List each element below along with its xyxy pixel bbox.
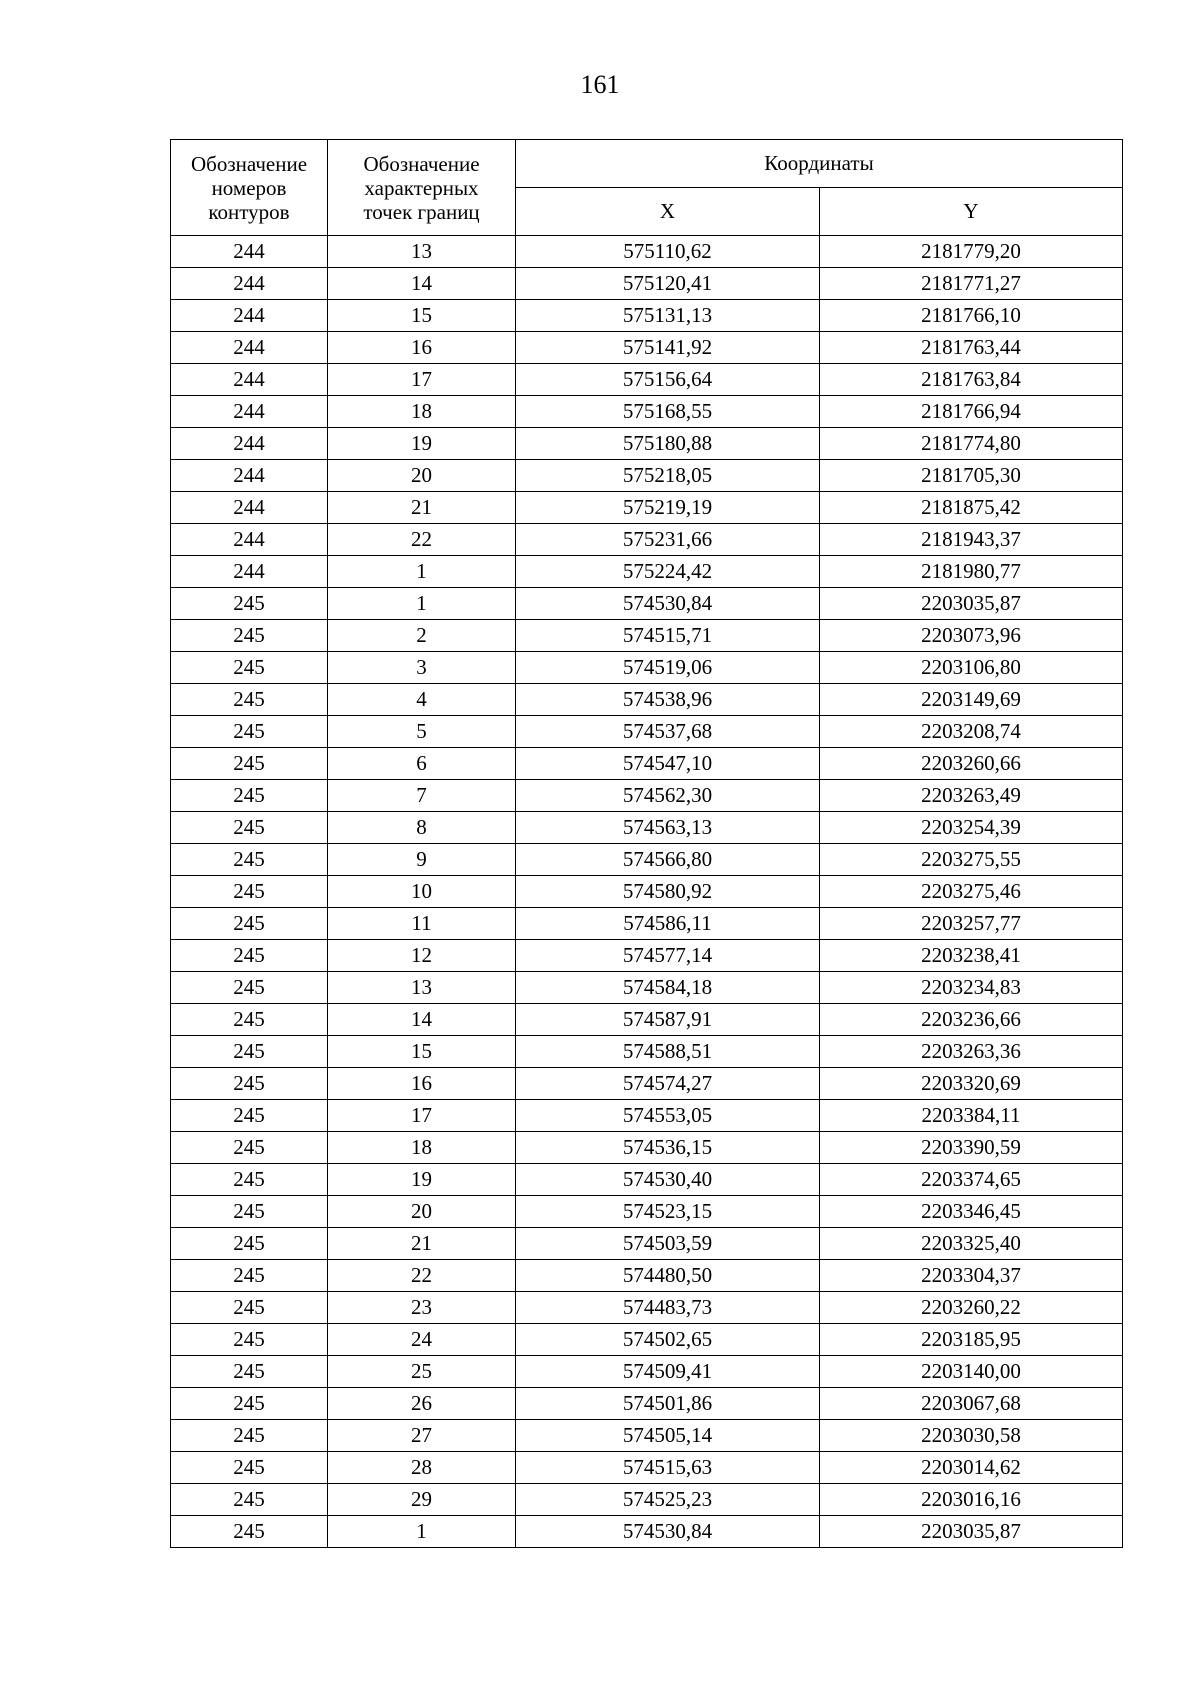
table-row	[171, 780, 1123, 812]
cell-x: 574538,96	[516, 684, 820, 716]
cell-x: 575141,92	[516, 332, 820, 364]
cell-x: 575224,42	[516, 556, 820, 588]
cell-x: 574537,68	[516, 716, 820, 748]
table-row	[171, 1484, 1123, 1516]
cell-y: 2181771,27	[820, 268, 1123, 300]
table-row	[171, 300, 1123, 332]
table-row	[171, 1228, 1123, 1260]
table-row	[171, 1100, 1123, 1132]
cell-contour: 244	[171, 556, 328, 588]
cell-x: 575131,13	[516, 300, 820, 332]
table-row	[171, 1036, 1123, 1068]
cell-contour: 245	[171, 716, 328, 748]
cell-y: 2181763,84	[820, 364, 1123, 396]
cell-x: 574587,91	[516, 1004, 820, 1036]
cell-point: 1	[328, 556, 516, 588]
cell-y: 2203149,69	[820, 684, 1123, 716]
cell-contour: 244	[171, 364, 328, 396]
header-y: Y	[820, 188, 1123, 236]
cell-contour: 245	[171, 1100, 328, 1132]
cell-point: 22	[328, 1260, 516, 1292]
cell-x: 574563,13	[516, 812, 820, 844]
cell-y: 2203257,77	[820, 908, 1123, 940]
table-row	[171, 908, 1123, 940]
header-contour-line-3: контуров	[208, 199, 290, 224]
table-row	[171, 332, 1123, 364]
cell-contour: 245	[171, 1452, 328, 1484]
cell-point: 26	[328, 1388, 516, 1420]
cell-contour: 244	[171, 428, 328, 460]
cell-x: 574530,84	[516, 588, 820, 620]
cell-point: 9	[328, 844, 516, 876]
cell-y: 2203263,36	[820, 1036, 1123, 1068]
cell-y: 2203030,58	[820, 1420, 1123, 1452]
header-point-line-3: точек границ	[363, 199, 480, 224]
table-row	[171, 748, 1123, 780]
cell-contour: 245	[171, 876, 328, 908]
cell-point: 29	[328, 1484, 516, 1516]
cell-x: 575168,55	[516, 396, 820, 428]
cell-x: 574586,11	[516, 908, 820, 940]
cell-x: 574536,15	[516, 1132, 820, 1164]
table-row	[171, 1452, 1123, 1484]
cell-point: 17	[328, 364, 516, 396]
cell-y: 2181779,20	[820, 236, 1123, 268]
table-row	[171, 652, 1123, 684]
table-row	[171, 844, 1123, 876]
cell-contour: 245	[171, 1132, 328, 1164]
cell-x: 574547,10	[516, 748, 820, 780]
cell-y: 2203234,83	[820, 972, 1123, 1004]
cell-x: 574480,50	[516, 1260, 820, 1292]
cell-x: 574584,18	[516, 972, 820, 1004]
table-row	[171, 1516, 1123, 1548]
cell-contour: 245	[171, 908, 328, 940]
cell-y: 2203035,87	[820, 588, 1123, 620]
cell-x: 574502,65	[516, 1324, 820, 1356]
table-row	[171, 1420, 1123, 1452]
cell-point: 4	[328, 684, 516, 716]
cell-point: 18	[328, 1132, 516, 1164]
header-contour-number	[171, 140, 328, 236]
cell-point: 18	[328, 396, 516, 428]
table-row	[171, 972, 1123, 1004]
cell-contour: 245	[171, 620, 328, 652]
cell-x: 574562,30	[516, 780, 820, 812]
cell-contour: 245	[171, 1324, 328, 1356]
cell-x: 574505,14	[516, 1420, 820, 1452]
cell-y: 2181766,94	[820, 396, 1123, 428]
cell-contour: 245	[171, 1228, 328, 1260]
cell-y: 2203260,22	[820, 1292, 1123, 1324]
cell-y: 2203275,55	[820, 844, 1123, 876]
cell-contour: 245	[171, 812, 328, 844]
cell-point: 17	[328, 1100, 516, 1132]
table-row	[171, 460, 1123, 492]
cell-contour: 245	[171, 1260, 328, 1292]
table-row	[171, 1004, 1123, 1036]
cell-x: 575156,64	[516, 364, 820, 396]
cell-contour: 245	[171, 972, 328, 1004]
cell-point: 7	[328, 780, 516, 812]
cell-point: 25	[328, 1356, 516, 1388]
cell-x: 574553,05	[516, 1100, 820, 1132]
cell-y: 2203073,96	[820, 620, 1123, 652]
cell-point: 16	[328, 1068, 516, 1100]
cell-contour: 245	[171, 1004, 328, 1036]
table-row	[171, 396, 1123, 428]
table-row	[171, 492, 1123, 524]
cell-contour: 245	[171, 1292, 328, 1324]
cell-y: 2181980,77	[820, 556, 1123, 588]
cell-y: 2203325,40	[820, 1228, 1123, 1260]
cell-point: 10	[328, 876, 516, 908]
cell-x: 574515,71	[516, 620, 820, 652]
cell-y: 2181705,30	[820, 460, 1123, 492]
cell-x: 574530,40	[516, 1164, 820, 1196]
cell-contour: 245	[171, 1420, 328, 1452]
cell-point: 14	[328, 268, 516, 300]
cell-y: 2203106,80	[820, 652, 1123, 684]
table-row	[171, 268, 1123, 300]
cell-contour: 245	[171, 780, 328, 812]
cell-y: 2203236,66	[820, 1004, 1123, 1036]
cell-point: 20	[328, 1196, 516, 1228]
header-point-line-2: характерных	[364, 175, 479, 200]
cell-y: 2203374,65	[820, 1164, 1123, 1196]
header-x: X	[516, 188, 820, 236]
cell-contour: 245	[171, 844, 328, 876]
cell-x: 575180,88	[516, 428, 820, 460]
cell-y: 2203185,95	[820, 1324, 1123, 1356]
table-row	[171, 1292, 1123, 1324]
header-coordinates: Координаты	[516, 140, 1123, 188]
cell-point: 20	[328, 460, 516, 492]
header-contour-line-1: Обозначение	[190, 151, 308, 176]
cell-contour: 244	[171, 492, 328, 524]
cell-point: 8	[328, 812, 516, 844]
cell-contour: 244	[171, 396, 328, 428]
cell-contour: 244	[171, 524, 328, 556]
cell-x: 574588,51	[516, 1036, 820, 1068]
header-point-line-1: Обозначение	[363, 151, 480, 176]
cell-x: 574501,86	[516, 1388, 820, 1420]
table-row	[171, 1388, 1123, 1420]
table-row	[171, 1260, 1123, 1292]
page-number: 161	[580, 70, 620, 99]
table-row	[171, 236, 1123, 268]
table-row	[171, 1324, 1123, 1356]
cell-contour: 245	[171, 1388, 328, 1420]
cell-y: 2203260,66	[820, 748, 1123, 780]
header-contour-line-2: номеров	[211, 175, 287, 200]
cell-contour: 244	[171, 300, 328, 332]
cell-y: 2203254,39	[820, 812, 1123, 844]
cell-y: 2203384,11	[820, 1100, 1123, 1132]
cell-y: 2203275,46	[820, 876, 1123, 908]
cell-contour: 245	[171, 1068, 328, 1100]
cell-contour: 245	[171, 1036, 328, 1068]
cell-y: 2203320,69	[820, 1068, 1123, 1100]
cell-x: 574530,84	[516, 1516, 820, 1548]
cell-contour: 244	[171, 268, 328, 300]
cell-y: 2181875,42	[820, 492, 1123, 524]
cell-y: 2203304,37	[820, 1260, 1123, 1292]
cell-y: 2203016,16	[820, 1484, 1123, 1516]
cell-x: 574519,06	[516, 652, 820, 684]
cell-contour: 245	[171, 1196, 328, 1228]
cell-contour: 245	[171, 1356, 328, 1388]
cell-point: 3	[328, 652, 516, 684]
cell-y: 2203035,87	[820, 1516, 1123, 1548]
cell-x: 574509,41	[516, 1356, 820, 1388]
cell-x: 574580,92	[516, 876, 820, 908]
cell-point: 19	[328, 1164, 516, 1196]
table-row	[171, 812, 1123, 844]
table-row	[171, 716, 1123, 748]
cell-contour: 245	[171, 1516, 328, 1548]
cell-y: 2203390,59	[820, 1132, 1123, 1164]
cell-y: 2203346,45	[820, 1196, 1123, 1228]
table-row	[171, 364, 1123, 396]
cell-x: 575110,62	[516, 236, 820, 268]
table-row	[171, 556, 1123, 588]
table-row	[171, 1196, 1123, 1228]
cell-x: 574515,63	[516, 1452, 820, 1484]
cell-point: 15	[328, 1036, 516, 1068]
cell-point: 16	[328, 332, 516, 364]
cell-point: 13	[328, 972, 516, 1004]
cell-y: 2203208,74	[820, 716, 1123, 748]
cell-point: 1	[328, 1516, 516, 1548]
cell-contour: 244	[171, 332, 328, 364]
table-row	[171, 876, 1123, 908]
cell-contour: 245	[171, 940, 328, 972]
table-row	[171, 684, 1123, 716]
cell-x: 574525,23	[516, 1484, 820, 1516]
cell-x: 575231,66	[516, 524, 820, 556]
cell-y: 2203067,68	[820, 1388, 1123, 1420]
cell-x: 574483,73	[516, 1292, 820, 1324]
cell-x: 574523,15	[516, 1196, 820, 1228]
cell-point: 21	[328, 492, 516, 524]
cell-y: 2181763,44	[820, 332, 1123, 364]
cell-y: 2203014,62	[820, 1452, 1123, 1484]
cell-contour: 245	[171, 748, 328, 780]
cell-y: 2203238,41	[820, 940, 1123, 972]
table-row	[171, 620, 1123, 652]
cell-point: 24	[328, 1324, 516, 1356]
cell-point: 27	[328, 1420, 516, 1452]
cell-contour: 245	[171, 1484, 328, 1516]
cell-point: 1	[328, 588, 516, 620]
table-row	[171, 1356, 1123, 1388]
table-body	[171, 236, 1123, 1548]
cell-x: 574503,59	[516, 1228, 820, 1260]
cell-point: 19	[328, 428, 516, 460]
cell-x: 574577,14	[516, 940, 820, 972]
cell-contour: 245	[171, 652, 328, 684]
coordinates-table	[170, 139, 1123, 1548]
cell-point: 2	[328, 620, 516, 652]
cell-x: 574574,27	[516, 1068, 820, 1100]
table-row	[171, 1132, 1123, 1164]
cell-y: 2181766,10	[820, 300, 1123, 332]
cell-x: 575120,41	[516, 268, 820, 300]
cell-point: 5	[328, 716, 516, 748]
cell-point: 28	[328, 1452, 516, 1484]
cell-point: 22	[328, 524, 516, 556]
cell-point: 6	[328, 748, 516, 780]
cell-contour: 245	[171, 1164, 328, 1196]
cell-x: 575218,05	[516, 460, 820, 492]
table-row	[171, 524, 1123, 556]
cell-y: 2181943,37	[820, 524, 1123, 556]
table-row	[171, 940, 1123, 972]
cell-contour: 244	[171, 460, 328, 492]
table-row	[171, 428, 1123, 460]
cell-contour: 244	[171, 236, 328, 268]
cell-x: 574566,80	[516, 844, 820, 876]
cell-contour: 245	[171, 684, 328, 716]
cell-point: 23	[328, 1292, 516, 1324]
header-point-number	[328, 140, 516, 236]
cell-point: 11	[328, 908, 516, 940]
table-row	[171, 588, 1123, 620]
cell-point: 21	[328, 1228, 516, 1260]
cell-y: 2203140,00	[820, 1356, 1123, 1388]
cell-point: 12	[328, 940, 516, 972]
cell-x: 575219,19	[516, 492, 820, 524]
cell-y: 2181774,80	[820, 428, 1123, 460]
table-row	[171, 1164, 1123, 1196]
cell-y: 2203263,49	[820, 780, 1123, 812]
cell-point: 14	[328, 1004, 516, 1036]
cell-point: 15	[328, 300, 516, 332]
cell-point: 13	[328, 236, 516, 268]
table-row	[171, 1068, 1123, 1100]
cell-contour: 245	[171, 588, 328, 620]
